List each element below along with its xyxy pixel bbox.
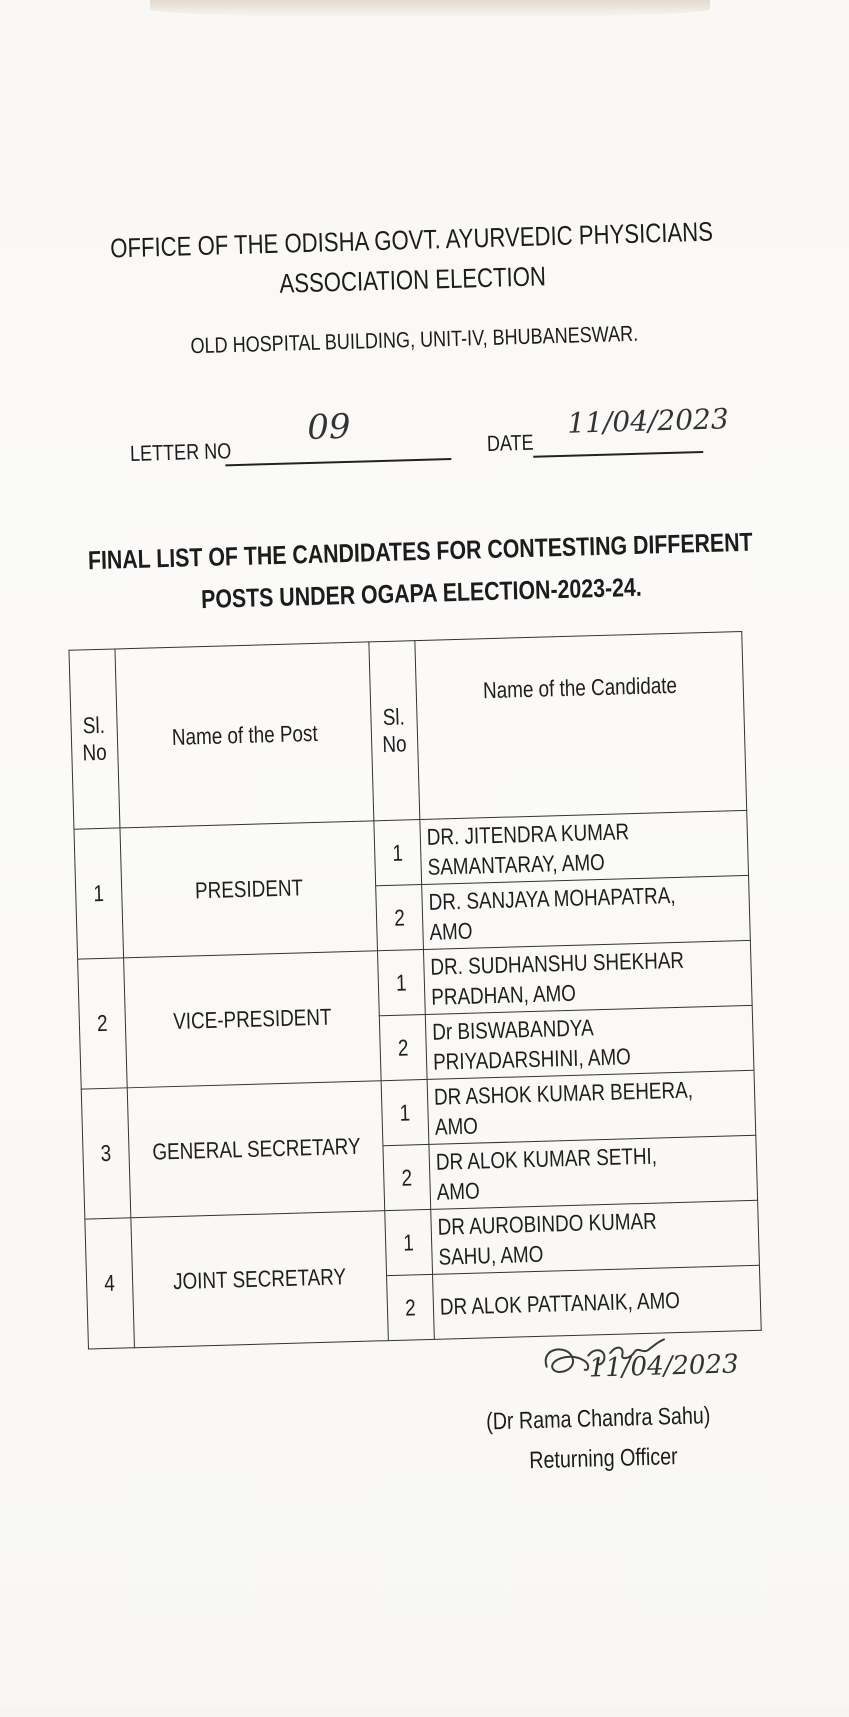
officer-name: (Dr Rama Chandra Sahu) <box>485 1402 711 1436</box>
candidate-sl-cell: 2 <box>383 1144 430 1210</box>
signature-date: 11/04/2023 <box>588 1349 739 1384</box>
date-line <box>533 451 703 458</box>
candidate-name-cell: Dr BISWABANDYA PRIYADARSHINI, AMO <box>425 1005 754 1079</box>
letter-no-line <box>225 458 451 466</box>
letter-no-label: LETTER NO <box>129 438 232 466</box>
list-title-line1: FINAL LIST OF THE CANDIDATES FOR CONTESTING DIFFERENT <box>87 526 753 576</box>
post-sl-cell: 2 <box>78 958 127 1089</box>
post-sl-cell: 4 <box>85 1218 134 1349</box>
header-post: Name of the Post <box>114 642 374 828</box>
candidate-sl-cell: 1 <box>385 1209 432 1275</box>
post-name-cell: GENERAL SECRETARY <box>127 1081 385 1218</box>
header-sl-no: Sl. No <box>69 649 120 829</box>
candidate-sl-cell: 1 <box>382 1079 429 1145</box>
header-sl-no-2: Sl. No <box>369 641 420 821</box>
candidate-sl-cell: 2 <box>376 885 423 951</box>
candidate-sl-cell: 2 <box>387 1274 434 1340</box>
office-title <box>63 210 761 309</box>
letter-no-value: 09 <box>306 406 352 449</box>
candidate-sl-cell: 2 <box>380 1014 427 1080</box>
letter-row <box>0 393 842 477</box>
candidate-sl-cell: 1 <box>378 950 425 1016</box>
list-title-line2: POSTS UNDER OGAPA ELECTION-2023-24. <box>200 571 643 615</box>
header-candidate: Name of the Candidate <box>415 631 747 819</box>
list-title <box>72 520 770 623</box>
post-sl-cell: 3 <box>81 1088 130 1219</box>
post-name-cell: PRESIDENT <box>119 821 377 958</box>
date-value: 11/04/2023 <box>566 402 730 440</box>
candidate-name-cell: DR ALOK KUMAR SETHI, AMO <box>429 1135 758 1209</box>
date-label: DATE <box>486 429 534 457</box>
candidate-sl-cell: 1 <box>374 820 421 886</box>
post-name-cell: JOINT SECRETARY <box>130 1211 388 1348</box>
table-header-row <box>69 631 747 829</box>
candidate-name-cell: DR ALOK PATTANAIK, AMO <box>433 1265 762 1339</box>
officer-role: Returning Officer <box>528 1443 679 1475</box>
candidate-name-cell: DR. SANJAYA MOHAPATRA, AMO <box>422 875 751 949</box>
office-address: OLD HOSPITAL BUILDING, UNIT-IV, BHUBANESWAR. <box>190 320 639 359</box>
post-sl-cell: 1 <box>74 828 123 959</box>
candidates-table <box>68 631 761 1350</box>
post-name-cell: VICE-PRESIDENT <box>123 951 381 1088</box>
candidate-name-cell: DR ASHOK KUMAR BEHERA, AMO <box>427 1070 756 1144</box>
candidate-name-cell: DR. JITENDRA KUMAR SAMANTARAY, AMO <box>420 810 749 884</box>
office-title-line2: ASSOCIATION ELECTION <box>279 261 547 299</box>
office-title-line1: OFFICE OF THE ODISHA GOVT. AYURVEDIC PHYSICIANS <box>109 216 714 264</box>
candidate-name-cell: DR AUROBINDO KUMAR SAHU, AMO <box>431 1200 760 1274</box>
candidate-name-cell: DR. SUDHANSHU SHEKHAR PRADHAN, AMO <box>423 940 752 1014</box>
